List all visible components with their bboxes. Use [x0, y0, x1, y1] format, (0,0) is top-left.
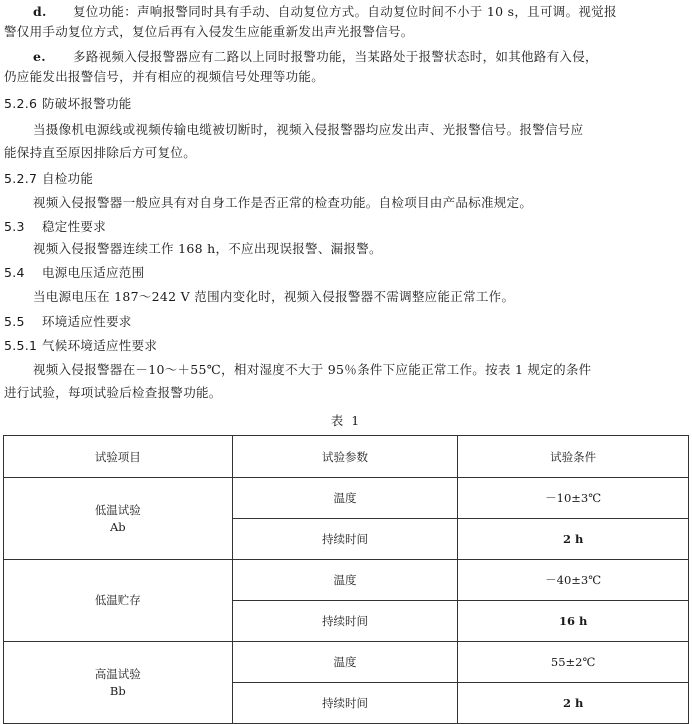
header-test-condition: 试验条件 — [458, 436, 689, 478]
item-e-label: e. — [33, 49, 46, 64]
test-item-cell — [4, 642, 233, 724]
section-number: 5.5 — [4, 314, 25, 329]
test-item-code: Ab — [109, 519, 126, 534]
item-d-label: d. — [33, 4, 47, 19]
section-number: 5.4 — [4, 265, 25, 280]
test-item-cell — [4, 560, 233, 642]
section-5-5-1-text-line1: 视频入侵报警器在－10～＋55℃，相对湿度不大于 95％条件下应能正常工作。按表 1 规定的条件 — [33, 362, 592, 377]
section-5-2-6-text-line1: 当摄像机电源线或视频传输电缆被切断时，视频入侵报警器均应发出声、光报警信号。报警信号应 — [33, 122, 584, 137]
section-title: 气候环境适应性要求 — [42, 338, 158, 353]
test-item-name: 低温试验 — [94, 502, 141, 517]
test-parameter-cell: 持续时间 — [232, 683, 458, 724]
section-5-2-6-text-line2: 能保持直至原因排除后方可复位。 — [4, 145, 197, 160]
test-item-name: 低温贮存 — [94, 593, 141, 607]
test-parameter-cell: 持续时间 — [232, 519, 458, 560]
table-row — [4, 642, 689, 683]
section-5-4-text: 当电源电压在 187～242 V 范围内变化时，视频入侵报警器不需调整应能正常工作。 — [33, 289, 515, 304]
section-title: 电源电压适应范围 — [42, 265, 145, 280]
item-e-text: 多路视频入侵报警器应有二路以上同时报警功能，当某路处于报警状态时，如其他路有入侵， — [73, 49, 598, 64]
test-conditions-table — [3, 435, 689, 724]
section-5-5-1-text-line2: 进行试验，每项试验后检查报警功能。 — [4, 385, 222, 400]
table-row — [4, 560, 689, 601]
test-condition-cell: 16 h — [458, 601, 689, 642]
test-parameter-cell: 温度 — [232, 478, 458, 519]
section-number: 5.2.6 — [4, 96, 38, 111]
section-number: 5.3 — [4, 219, 25, 234]
header-test-item: 试验项目 — [4, 436, 233, 478]
test-condition-cell: －40±3℃ — [458, 560, 689, 601]
section-number: 5.5.1 — [4, 338, 38, 353]
section-title: 环境适应性要求 — [42, 314, 132, 329]
test-parameter-cell: 持续时间 — [232, 601, 458, 642]
test-parameter-cell: 温度 — [232, 642, 458, 683]
section-heading-5-5 — [4, 314, 132, 330]
section-title: 防破坏报警功能 — [42, 96, 132, 111]
test-item-name: 高温试验 — [94, 666, 141, 681]
section-5-2-7-text: 视频入侵报警器一般应具有对自身工作是否正常的检查功能。自检项目由产品标准规定。 — [33, 195, 533, 210]
section-heading-5-4 — [4, 265, 144, 281]
section-heading-5-2-7 — [4, 171, 93, 187]
item-d-line2: 警仅用手动复位方式，复位后再有入侵发生应能重新发出声光报警信号。 — [4, 24, 414, 39]
table-row — [4, 478, 689, 519]
item-d-line1 — [33, 4, 617, 20]
table-caption: 表 1 — [330, 413, 362, 428]
test-parameter-cell: 温度 — [232, 560, 458, 601]
test-condition-cell: 2 h — [458, 683, 689, 724]
test-condition-cell: －10±3℃ — [458, 478, 689, 519]
item-e-line2: 仍应能发出报警信号，并有相应的视频信号处理等功能。 — [4, 69, 325, 84]
test-item-cell — [4, 478, 233, 560]
test-condition-cell: 2 h — [458, 519, 689, 560]
section-5-3-text: 视频入侵报警器连续工作 168 h，不应出现误报警、漏报警。 — [33, 241, 382, 256]
section-heading-5-5-1 — [4, 338, 157, 354]
table-header-row — [4, 436, 689, 478]
test-item-code: Bb — [109, 683, 126, 698]
section-title: 自检功能 — [42, 171, 94, 186]
test-condition-cell: 55±2℃ — [458, 642, 689, 683]
section-heading-5-2-6 — [4, 96, 132, 112]
item-e-line1 — [33, 49, 598, 65]
section-heading-5-3 — [4, 219, 106, 235]
item-d-text: 复位功能：声响报警同时具有手动、自动复位方式。自动复位时间不小于 10 s，且可调。视觉报 — [73, 4, 617, 19]
section-title: 稳定性要求 — [42, 219, 107, 234]
header-test-parameter: 试验参数 — [232, 436, 458, 478]
section-number: 5.2.7 — [4, 171, 38, 186]
